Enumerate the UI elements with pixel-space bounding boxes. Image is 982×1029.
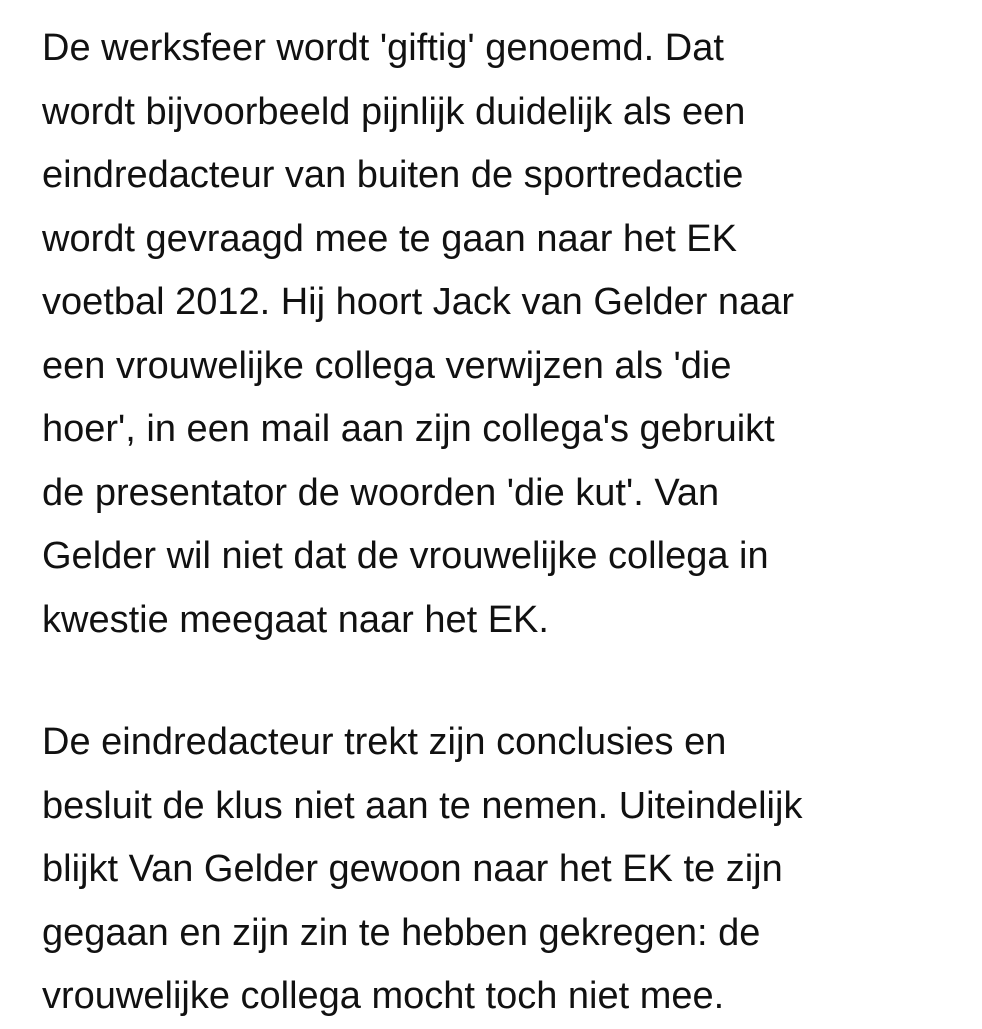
text-line: kwestie meegaat naar het EK.	[42, 598, 549, 641]
article-body	[42, 17, 962, 1029]
text-line: gegaan en zijn zin te hebben gekregen: de	[42, 911, 761, 954]
text-line: wordt bijvoorbeeld pijnlijk duidelijk als een	[42, 90, 746, 133]
text-line: hoer', in een mail aan zijn collega's gebruikt	[42, 408, 775, 450]
text-line: eindredacteur van buiten de sportredactie	[42, 154, 744, 196]
text-line: een vrouwelijke collega verwijzen als 'die	[42, 344, 732, 387]
text-line: Gelder wil niet dat de vrouwelijke collega in	[42, 535, 769, 577]
text-line: vrouwelijke collega mocht toch niet mee.	[42, 975, 725, 1017]
paragraph-1	[42, 17, 962, 652]
paragraph-2	[42, 711, 962, 1029]
text-line: De werksfeer wordt 'giftig' genoemd. Dat	[42, 27, 724, 69]
text-line: voetbal 2012. Hij hoort Jack van Gelder naar	[42, 281, 794, 323]
text-line: de presentator de woorden 'die kut'. Van	[42, 471, 720, 514]
text-line: blijkt Van Gelder gewoon naar het EK te zijn	[42, 848, 783, 890]
text-line: De eindredacteur trekt zijn conclusies en	[42, 721, 727, 763]
text-line: wordt gevraagd mee te gaan naar het EK	[42, 217, 738, 260]
text-line: besluit de klus niet aan te nemen. Uiteindelijk	[42, 784, 803, 827]
